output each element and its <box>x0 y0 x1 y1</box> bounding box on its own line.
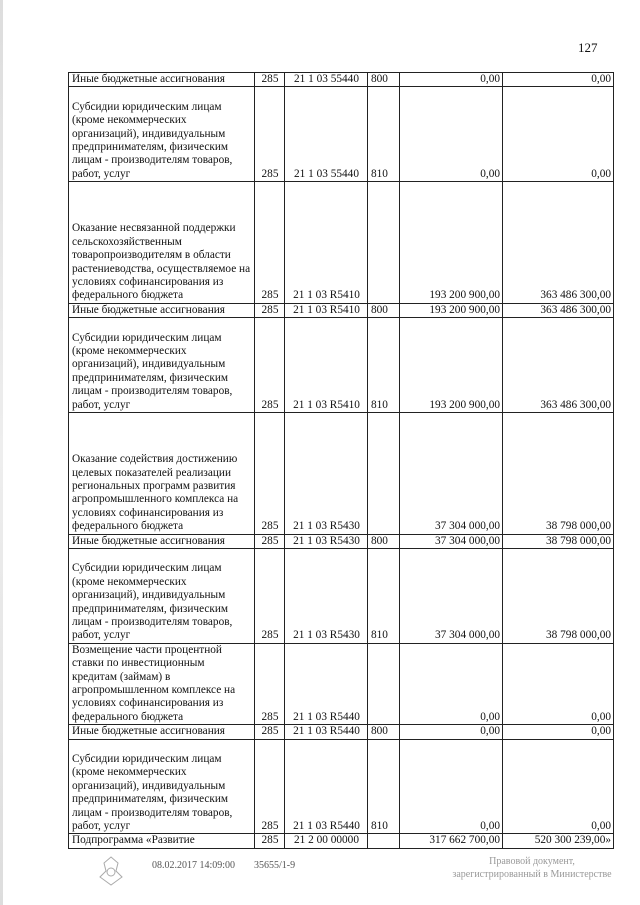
grbs-code-cell: 285 <box>255 725 285 739</box>
item-name-cell: Оказание содействия достижению целевых показателей реализации региональных программ развития агропромышленного комплекса на условиях софинансирования из федерального бюджета <box>69 413 255 535</box>
expense-type-cell: 800 <box>368 73 400 87</box>
target-article-cell: 21 1 03 R5440 <box>285 643 368 724</box>
grbs-code-cell: 285 <box>255 413 285 535</box>
amount-year1-cell: 193 200 900,00 <box>400 303 503 317</box>
table-row <box>69 534 614 548</box>
grbs-code-cell: 285 <box>255 549 285 644</box>
expense-type-cell <box>368 182 400 304</box>
grbs-code-cell: 285 <box>255 834 285 848</box>
amount-year2-cell: 0,00 <box>503 643 614 724</box>
target-article-cell: 21 1 03 55440 <box>285 73 368 87</box>
amount-year2-cell: 363 486 300,00 <box>503 318 614 413</box>
amount-year2-cell: 520 300 239,00» <box>503 834 614 848</box>
item-name-cell: Возмещение части процентной ставки по инвестиционным кредитам (займам) в агропромышленном комплексе на условиях софинансирования из федерального бюджета <box>69 643 255 724</box>
amount-year2-cell: 38 798 000,00 <box>503 549 614 644</box>
amount-year1-cell: 0,00 <box>400 73 503 87</box>
expense-type-cell: 810 <box>368 318 400 413</box>
grbs-code-cell: 285 <box>255 318 285 413</box>
table-row <box>69 725 614 739</box>
grbs-code-cell: 285 <box>255 303 285 317</box>
target-article-cell: 21 1 03 R5430 <box>285 549 368 644</box>
expense-type-cell: 810 <box>368 87 400 182</box>
registration-stamp-text: Правовой документ, зарегистрированный в Министерстве <box>452 856 612 880</box>
amount-year2-cell: 0,00 <box>503 87 614 182</box>
page-number: 127 <box>578 40 598 55</box>
target-article-cell: 21 1 03 R5430 <box>285 534 368 548</box>
amount-year1-cell: 193 200 900,00 <box>400 318 503 413</box>
item-name-cell: Иные бюджетные ассигнования <box>69 534 255 548</box>
footer-doc-number: 35655/1-9 <box>254 860 296 871</box>
amount-year1-cell: 317 662 700,00 <box>400 834 503 848</box>
table-row <box>69 549 614 644</box>
amount-year2-cell: 0,00 <box>503 725 614 739</box>
grbs-code-cell: 285 <box>255 182 285 304</box>
expense-type-cell: 810 <box>368 549 400 644</box>
expense-type-cell: 800 <box>368 725 400 739</box>
expense-type-cell <box>368 643 400 724</box>
amount-year2-cell: 38 798 000,00 <box>503 413 614 535</box>
budget-table <box>68 72 614 849</box>
table-row <box>69 318 614 413</box>
expense-type-cell <box>368 413 400 535</box>
item-name-cell: Иные бюджетные ассигнования <box>69 725 255 739</box>
amount-year2-cell: 0,00 <box>503 73 614 87</box>
table-row <box>69 73 614 87</box>
expense-type-cell: 800 <box>368 303 400 317</box>
amount-year2-cell: 363 486 300,00 <box>503 182 614 304</box>
table-row <box>69 413 614 535</box>
emblem-icon <box>96 855 126 887</box>
grbs-code-cell: 285 <box>255 87 285 182</box>
amount-year1-cell: 0,00 <box>400 643 503 724</box>
item-name-cell: Субсидии юридическим лицам (кроме некоммерческих организаций), индивидуальным предпринимателям, физическим лицам - производителям товаров, работ, услуг <box>69 549 255 644</box>
expense-type-cell: 800 <box>368 534 400 548</box>
item-name-cell: Подпрограмма «Развитие <box>69 834 255 848</box>
table-row <box>69 87 614 182</box>
target-article-cell: 21 2 00 00000 <box>285 834 368 848</box>
target-article-cell: 21 1 03 R5430 <box>285 413 368 535</box>
budget-table-body <box>69 73 614 849</box>
amount-year1-cell: 0,00 <box>400 739 503 834</box>
target-article-cell: 21 1 03 R5440 <box>285 739 368 834</box>
grbs-code-cell: 285 <box>255 739 285 834</box>
amount-year2-cell: 0,00 <box>503 739 614 834</box>
amount-year1-cell: 37 304 000,00 <box>400 413 503 535</box>
item-name-cell: Субсидии юридическим лицам (кроме некоммерческих организаций), индивидуальным предпринимателям, физическим лицам - производителям товаров, работ, услуг <box>69 318 255 413</box>
grbs-code-cell: 285 <box>255 534 285 548</box>
amount-year1-cell: 37 304 000,00 <box>400 549 503 644</box>
expense-type-cell: 810 <box>368 739 400 834</box>
amount-year1-cell: 0,00 <box>400 87 503 182</box>
target-article-cell: 21 1 03 R5410 <box>285 182 368 304</box>
target-article-cell: 21 1 03 R5410 <box>285 318 368 413</box>
table-row <box>69 303 614 317</box>
amount-year2-cell: 363 486 300,00 <box>503 303 614 317</box>
amount-year1-cell: 0,00 <box>400 725 503 739</box>
item-name-cell: Оказание несвязанной поддержки сельскохозяйственным товаропроизводителям в области растениеводства, осуществляемое на условиях софинансирования из федерального бюджета <box>69 182 255 304</box>
expense-type-cell <box>368 834 400 848</box>
footer-datetime: 08.02.2017 14:09:00 <box>152 860 236 871</box>
item-name-cell: Субсидии юридическим лицам (кроме некоммерческих организаций), индивидуальным предпринимателям, физическим лицам - производителям товаров, работ, услуг <box>69 87 255 182</box>
target-article-cell: 21 1 03 R5440 <box>285 725 368 739</box>
table-row <box>69 834 614 848</box>
table-row <box>69 643 614 724</box>
table-row <box>69 182 614 304</box>
target-article-cell: 21 1 03 R5410 <box>285 303 368 317</box>
amount-year1-cell: 193 200 900,00 <box>400 182 503 304</box>
item-name-cell: Иные бюджетные ассигнования <box>69 303 255 317</box>
item-name-cell: Субсидии юридическим лицам (кроме некоммерческих организаций), индивидуальным предпринимателям, физическим лицам - производителям товаров, работ, услуг <box>69 739 255 834</box>
grbs-code-cell: 285 <box>255 643 285 724</box>
grbs-code-cell: 285 <box>255 73 285 87</box>
scan-edge <box>0 0 3 905</box>
amount-year2-cell: 38 798 000,00 <box>503 534 614 548</box>
target-article-cell: 21 1 03 55440 <box>285 87 368 182</box>
table-row <box>69 739 614 834</box>
item-name-cell: Иные бюджетные ассигнования <box>69 73 255 87</box>
amount-year1-cell: 37 304 000,00 <box>400 534 503 548</box>
